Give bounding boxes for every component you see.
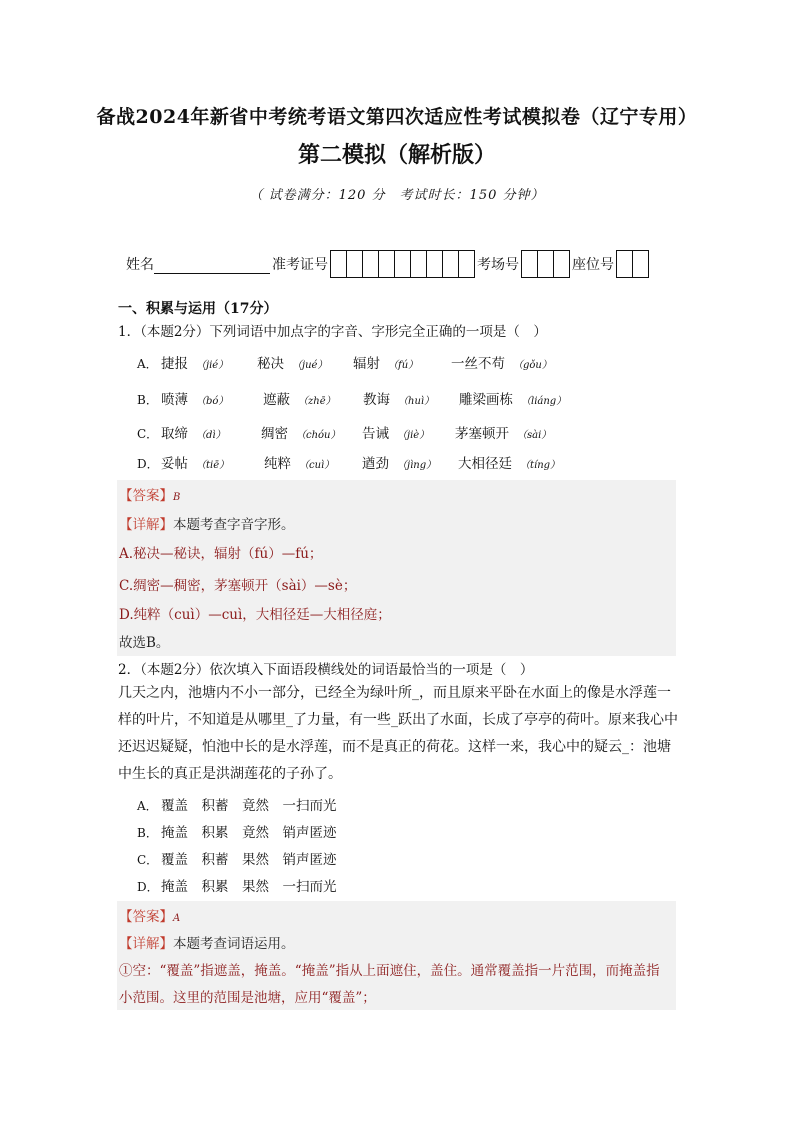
seat-label: 座位号 (572, 257, 614, 273)
name-label: 姓名 (126, 257, 154, 273)
passage-line: 中生长的真正是洪湖莲花的子孙了。 (118, 766, 342, 782)
q1-answer: 【答案】B (119, 488, 181, 504)
q1-option-a[interactable]: A． 捷报 （jié） 秘决 （jué） 辐射 （fú） 一丝不苟 （gǒu） (137, 356, 552, 372)
room-number-boxes[interactable] (521, 250, 570, 278)
candidate-info-row (126, 247, 651, 281)
q1-option-c[interactable]: C． 取缔 （dì） 绸密 （chóu） 告诫 （jiè） 茅塞顿开 （sài） (137, 426, 552, 442)
q1-analysis-line: D.纯粹（cuì）—cuì，大相径廷—大相径庭； (119, 607, 391, 623)
q2-answer-block (117, 901, 676, 1010)
question-2-stem: 2．（本题2分）依次填入下面语段横线处的词语最恰当的一项是（ ） (118, 662, 534, 678)
q1-analysis-line: A.秘决—秘诀，辐射（fú）—fú； (119, 546, 323, 562)
exam-info: （ 试卷满分：120 分 考试时长：150 分钟） (249, 188, 545, 203)
q2-passage (118, 680, 678, 788)
q2-option-b[interactable]: B． 掩盖 积累 竟然 销声匿迹 (137, 825, 337, 841)
passage-line: 还迟迟疑疑，怕池中长的是水浮莲，而不是真正的荷花。这样一来，我心中的疑云_：池塘 (118, 739, 671, 755)
q2-analysis-line: 小范围。这里的范围是池塘，应用“覆盖”； (119, 990, 376, 1006)
passage-line: 几天之内，池塘内不小一部分，已经全为绿叶所_，而且原来平卧在水面上的像是水浮莲一 (118, 685, 671, 701)
admission-number-boxes[interactable] (330, 250, 475, 278)
q1-option-b[interactable]: B． 喷薄 （bó） 遮蔽 （zhē） 教诲 （huì） 雕梁画栋 （liáng） (137, 392, 567, 408)
q1-analysis-intro: 【详解】本题考查字音字形。 (119, 517, 295, 533)
q2-option-d[interactable]: D． 掩盖 积累 果然 一扫而光 (137, 879, 337, 895)
admission-label: 准考证号 (272, 257, 328, 273)
q1-answer-block (117, 480, 676, 656)
q2-option-a[interactable]: A． 覆盖 积蓄 竟然 一扫而光 (137, 798, 337, 814)
question-1-stem: 1．（本题2分）下列词语中加点字的字音、字形完全正确的一项是（ ） (118, 324, 547, 340)
q2-option-c[interactable]: C． 覆盖 积蓄 果然 销声匿迹 (137, 852, 337, 868)
room-label: 考场号 (477, 257, 519, 273)
exam-title: 备战2024年新省中考统考语文第四次适应性考试模拟卷（辽宁专用） (96, 106, 698, 128)
name-field[interactable] (154, 255, 270, 274)
q1-analysis-line: C.绸密—稠密，茅塞顿开（sài）—sè； (119, 578, 357, 594)
q2-analysis-line: ①空：“覆盖”指遮盖，掩盖。“掩盖”指从上面遮住，盖住。通常覆盖指一片范围，而掩盖指 (119, 963, 660, 979)
q1-analysis-conclusion: 故选B。 (119, 635, 170, 651)
seat-number-boxes[interactable] (616, 250, 649, 278)
passage-line: 样的叶片，不知道是从哪里_了力量，有一些_跃出了水面，长成了亭亭的荷叶。原来我心中 (118, 712, 678, 728)
q1-option-d[interactable]: D． 妥帖 （tiē） 纯粹 （cuì） 遒劲 （jìng） 大相径廷 （tíng） (137, 456, 561, 472)
q2-analysis-intro: 【详解】本题考查词语运用。 (119, 936, 295, 952)
exam-subtitle: 第二模拟（解析版） (297, 142, 496, 168)
section-heading: 一、积累与运用（17分） (118, 301, 278, 317)
q2-answer: 【答案】A (119, 909, 181, 925)
